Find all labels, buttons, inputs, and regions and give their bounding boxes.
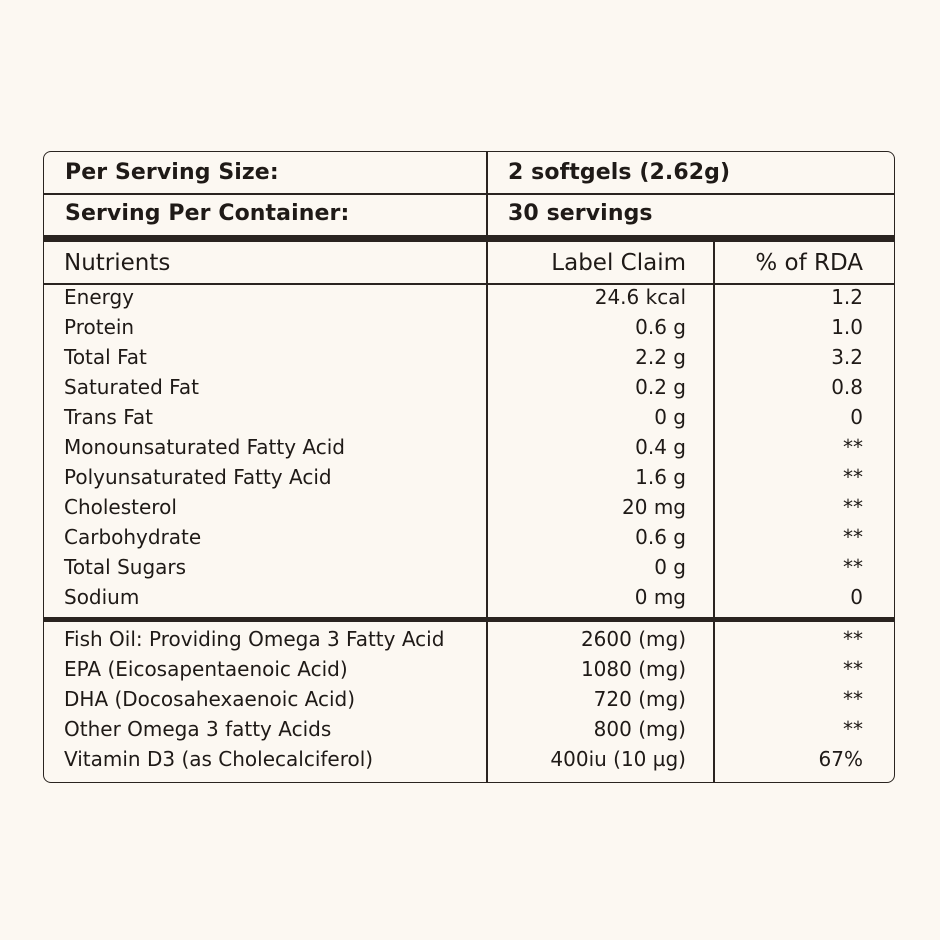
- nutrient-claim: 0.6 g: [635, 315, 686, 339]
- nutrient-name: Carbohydrate: [64, 525, 202, 549]
- servings-value: 30 servings: [508, 201, 653, 226]
- nutrient-name: Cholesterol: [64, 495, 177, 519]
- ingredient-claim: 400iu (10 µg): [550, 747, 686, 771]
- nutrient-rda: 3.2: [831, 345, 863, 369]
- servings-label: Serving Per Container:: [65, 201, 350, 226]
- nutrient-rda: **: [843, 525, 863, 549]
- table-row: [44, 747, 894, 777]
- nutrient-claim: 1.6 g: [635, 465, 686, 489]
- table-row: [44, 435, 894, 465]
- ingredient-rda: **: [843, 627, 863, 651]
- nutrient-rda: 0.8: [831, 375, 863, 399]
- table-row: [44, 285, 894, 315]
- table-row: [44, 525, 894, 555]
- nutrient-name: Trans Fat: [64, 405, 153, 429]
- ingredient-claim: 1080 (mg): [580, 657, 686, 681]
- nutrient-claim: 0 mg: [634, 585, 686, 609]
- table-row: [44, 687, 894, 717]
- table-row: [44, 555, 894, 585]
- column-divider-main: [486, 152, 488, 235]
- column-divider-main: [486, 622, 488, 783]
- ingredient-name: EPA (Eicosapentaenoic Acid): [64, 657, 348, 681]
- column-header-nutrients: Nutrients: [64, 250, 171, 276]
- header-divider: [44, 193, 894, 195]
- nutrient-name: Polyunsaturated Fatty Acid: [64, 465, 332, 489]
- nutrient-name: Total Fat: [64, 345, 147, 369]
- table-row: [44, 375, 894, 405]
- table-row: [44, 717, 894, 747]
- column-divider-rda: [713, 242, 715, 617]
- column-divider-main: [486, 242, 488, 617]
- ingredient-rda: **: [843, 657, 863, 681]
- ingredient-name: Other Omega 3 fatty Acids: [64, 717, 332, 741]
- ingredient-claim: 720 (mg): [593, 687, 686, 711]
- ingredient-claim: 800 (mg): [593, 717, 686, 741]
- nutrient-name: Monounsaturated Fatty Acid: [64, 435, 346, 459]
- nutrient-name: Sodium: [64, 585, 140, 609]
- table-row: [44, 585, 894, 615]
- nutrient-rda: 0: [850, 405, 863, 429]
- nutrient-rda: **: [843, 435, 863, 459]
- column-header-label-claim: Label Claim: [551, 250, 686, 276]
- header-thick-rule: [44, 235, 894, 242]
- nutrient-claim: 0.4 g: [635, 435, 686, 459]
- section-thick-rule: [44, 617, 894, 622]
- nutrient-claim: 2.2 g: [635, 345, 686, 369]
- nutrient-rda: 1.2: [831, 285, 863, 309]
- nutrient-rda: **: [843, 495, 863, 519]
- column-header-rda: % of RDA: [755, 250, 863, 276]
- supplement-facts-table: [43, 151, 895, 783]
- nutrient-rda: **: [843, 555, 863, 579]
- serving-size-value: 2 softgels (2.62g): [508, 160, 731, 185]
- nutrient-claim: 20 mg: [622, 495, 686, 519]
- ingredient-claim: 2600 (mg): [580, 627, 686, 651]
- serving-size-label: Per Serving Size:: [65, 160, 279, 185]
- ingredient-rda: **: [843, 687, 863, 711]
- nutrient-rda: 1.0: [831, 315, 863, 339]
- nutrient-claim: 24.6 kcal: [594, 285, 686, 309]
- table-row: [44, 657, 894, 687]
- nutrient-rda: 0: [850, 585, 863, 609]
- table-row: [44, 465, 894, 495]
- table-row: [44, 495, 894, 525]
- table-row: [44, 345, 894, 375]
- ingredient-name: DHA (Docosahexaenoic Acid): [64, 687, 356, 711]
- table-row: [44, 405, 894, 435]
- ingredient-name: Fish Oil: Providing Omega 3 Fatty Acid: [64, 627, 445, 651]
- nutrient-name: Saturated Fat: [64, 375, 199, 399]
- ingredient-name: Vitamin D3 (as Cholecalciferol): [64, 747, 374, 771]
- nutrient-claim: 0.2 g: [635, 375, 686, 399]
- nutrient-name: Energy: [64, 285, 135, 309]
- column-divider-rda: [713, 622, 715, 783]
- nutrient-name: Total Sugars: [64, 555, 187, 579]
- nutrient-claim: 0 g: [654, 555, 686, 579]
- ingredient-rda: 67%: [818, 747, 863, 771]
- nutrient-claim: 0.6 g: [635, 525, 686, 549]
- nutrient-rda: **: [843, 465, 863, 489]
- ingredient-rda: **: [843, 717, 863, 741]
- table-row: [44, 627, 894, 657]
- nutrient-name: Protein: [64, 315, 135, 339]
- table-row: [44, 315, 894, 345]
- nutrient-claim: 0 g: [654, 405, 686, 429]
